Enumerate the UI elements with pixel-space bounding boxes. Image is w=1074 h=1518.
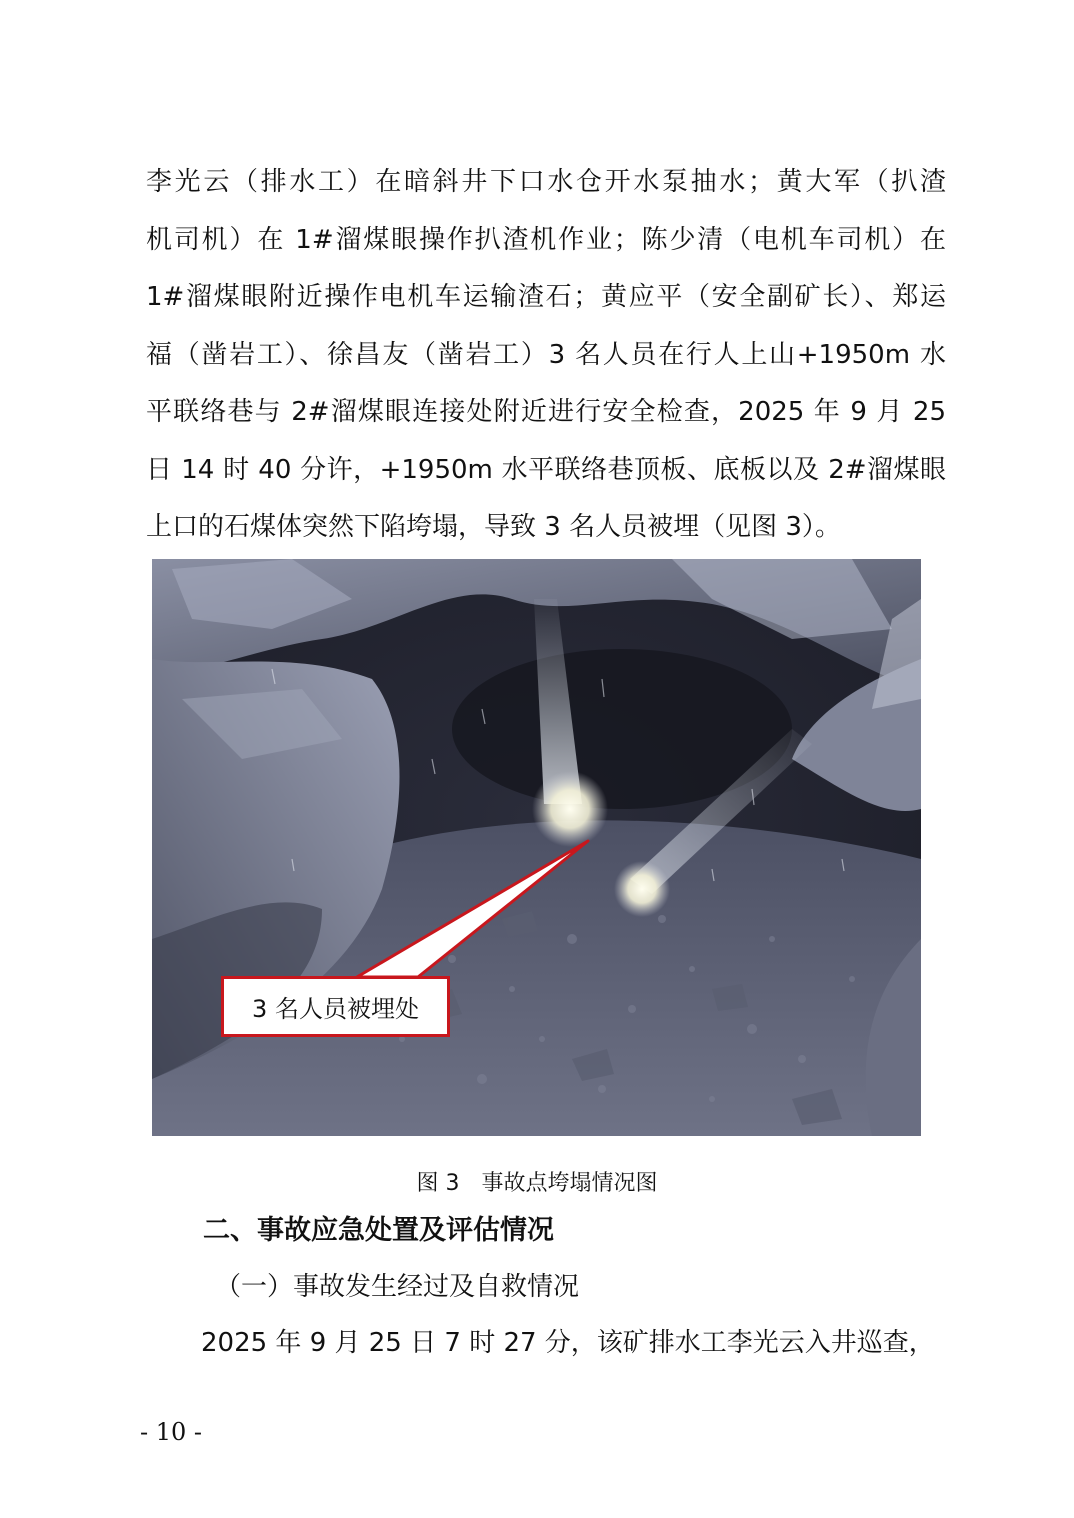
page-number: - 10 - xyxy=(140,1418,203,1446)
figure-number: 图 3 xyxy=(416,1171,460,1196)
paragraph-line: 机司机）在 1#溜煤眼操作扒渣机作业；陈少清（电机车司机）在 xyxy=(146,224,946,255)
collapse-site-illustration xyxy=(152,559,921,1136)
paragraph-line: 上口的石煤体突然下陷垮塌，导致 3 名人员被埋（见图 3）。 xyxy=(146,512,841,542)
paragraph-line: 福（凿岩工）、徐昌友（凿岩工）3 名人员在行人上山+1950m 水 xyxy=(146,339,946,370)
section-heading: 二、事故应急处置及评估情况 xyxy=(203,1215,554,1246)
paragraph-line: 李光云（排水工）在暗斜井下口水仓开水泵抽水；黄大军（扒渣 xyxy=(146,167,946,197)
paragraph-line: 平联络巷与 2#溜煤眼连接处附近进行安全检查，2025 年 9 月 25 xyxy=(146,397,946,427)
figure-caption xyxy=(0,1166,1074,1197)
paragraph-start: 2025 年 9 月 25 日 7 时 27 分，该矿排水工李光云入井巡查， xyxy=(201,1328,935,1358)
figure-caption-text: 事故点垮塌情况图 xyxy=(481,1171,658,1196)
subsection-heading: （一）事故发生经过及自救情况 xyxy=(215,1272,580,1302)
body-paragraph xyxy=(146,154,946,557)
paragraph-line: 1#溜煤眼附近操作电机车运输渣石；黄应平（安全副矿长）、郑运 xyxy=(146,282,946,312)
paragraph-line: 日 14 时 40 分许，+1950m 水平联络巷顶板、底板以及 2#溜煤眼 xyxy=(146,454,946,485)
collapse-site-photo xyxy=(152,559,921,1136)
callout-label: 3 名人员被埋处 xyxy=(221,976,450,1037)
